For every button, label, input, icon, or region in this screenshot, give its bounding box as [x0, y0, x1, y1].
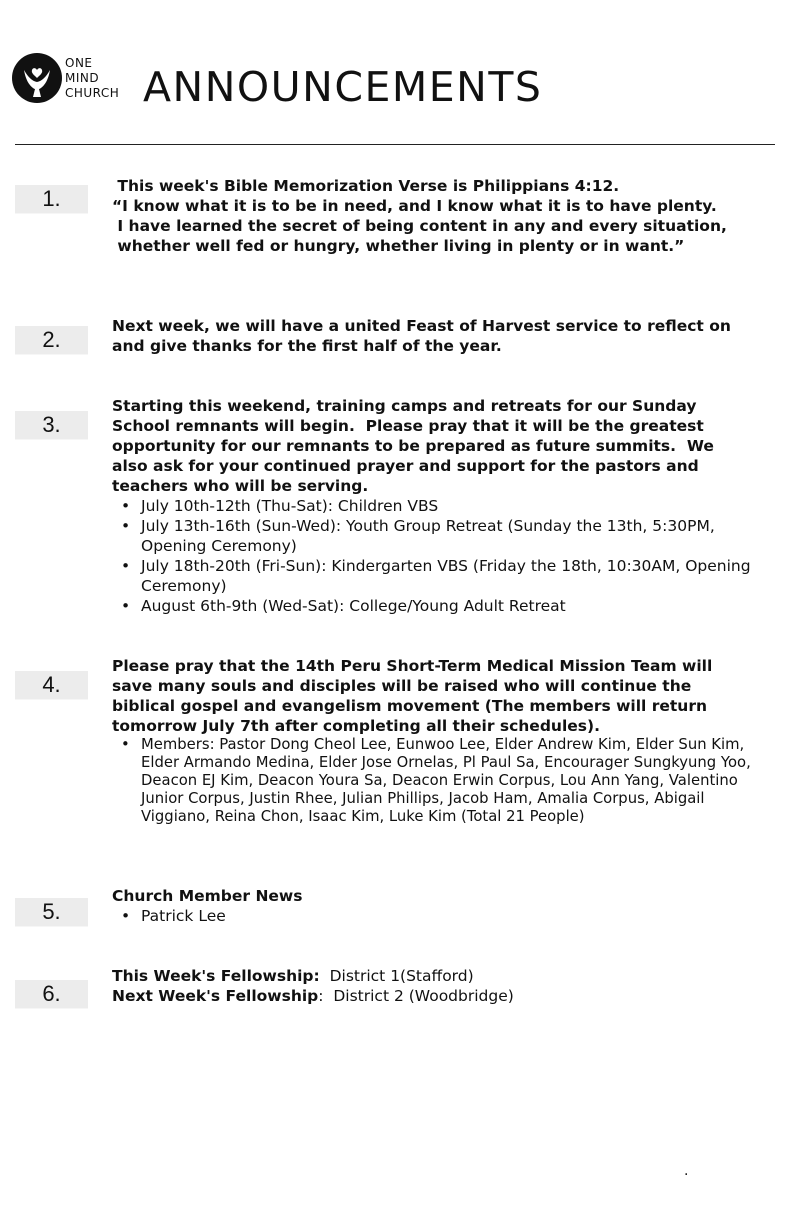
- members-list: [112, 736, 772, 826]
- fellowship-row: [112, 966, 772, 986]
- fellowship-value: District 1(Stafford): [319, 967, 474, 985]
- item-number-4: 4.: [15, 666, 88, 704]
- member-news-list: [112, 906, 772, 926]
- announcement-3: [112, 396, 772, 616]
- item-number-2: 2.: [15, 321, 88, 359]
- announcement-line: This week's Bible Memorization Verse is Philippians 4:12.: [112, 177, 620, 195]
- announcement-line: Next week, we will have a united Feast of Harvest service to reflect on: [112, 317, 731, 335]
- announcement-line: teachers who will be serving.: [112, 477, 369, 495]
- item-number-5: 5.: [15, 893, 88, 931]
- announcement-4: [112, 656, 772, 826]
- announcement-line: “I know what it is to be in need, and I know what it is to have plenty.: [112, 197, 717, 215]
- announcement-line: Please pray that the 14th Peru Short-Term Medical Mission Team will: [112, 657, 713, 675]
- list-item: • July 10th-12th (Thu-Sat): Children VBS: [112, 496, 772, 516]
- announcement-6: [112, 966, 772, 1006]
- logo-line: MIND: [65, 71, 100, 85]
- announcement-5: [112, 886, 772, 926]
- item-number-1: 1.: [15, 180, 88, 218]
- footer-mark: .: [684, 1163, 689, 1179]
- announcement-2: [112, 316, 772, 356]
- item-number-6: 6.: [15, 975, 88, 1013]
- schedule-list: [112, 496, 772, 616]
- announcement-line: I have learned the secret of being content in any and every situation,: [112, 217, 727, 235]
- announcement-line: also ask for your continued prayer and support for the pastors and: [112, 457, 699, 475]
- announcement-line: opportunity for our remnants to be prepared as future summits. We: [112, 437, 714, 455]
- announcement-1: [112, 176, 772, 256]
- page-title: ANNOUNCEMENTS: [143, 63, 543, 111]
- fellowship-label: Next Week's Fellowship: [112, 987, 319, 1005]
- announcement-line: tomorrow July 7th after completing all their schedules).: [112, 717, 600, 735]
- announcement-line: and give thanks for the first half of the year.: [112, 337, 502, 355]
- announcement-line: Starting this weekend, training camps and retreats for our Sunday: [112, 397, 697, 415]
- announcement-line: biblical gospel and evangelism movement (The members will return: [112, 697, 708, 715]
- list-item: • July 18th-20th (Fri-Sun): Kindergarten VBS (Friday the 18th, 10:30AM, Opening Ceremony): [112, 556, 772, 596]
- church-logo-icon: [12, 53, 62, 103]
- header-divider: [15, 144, 775, 145]
- announcement-line: School remnants will begin. Please pray that it will be the greatest: [112, 417, 704, 435]
- fellowship-value: : District 2 (Woodbridge): [318, 987, 514, 1005]
- section-heading: Church Member News: [112, 887, 303, 905]
- announcement-line: save many souls and disciples will be raised who will continue the: [112, 677, 692, 695]
- logo-line: ONE: [65, 56, 93, 70]
- announcement-line: whether well fed or hungry, whether living in plenty or in want.”: [112, 237, 685, 255]
- list-item: • Patrick Lee: [112, 906, 772, 926]
- list-item: • Members: Pastor Dong Cheol Lee, Eunwoo Lee, Elder Andrew Kim, Elder Sun Kim, Elder Armando Medina, Elder Jose Ornelas, Pl Paul Sa, Encourager Sungkyung Yoo, Deacon EJ Kim, Deacon Youra Sa, Deacon Erwin Corpus, Lou Ann Yang, Valentino Junior Corpus, Justin Rhee, Julian Phillips, Jacob Ham, Amalia Corpus, Abigail Viggiano, Reina Chon, Isaac Kim, Luke Kim (Total 21 People): [112, 736, 772, 826]
- list-item: • July 13th-16th (Sun-Wed): Youth Group Retreat (Sunday the 13th, 5:30PM, Opening Ceremony): [112, 516, 772, 556]
- church-logo-wordmark: [65, 56, 119, 101]
- fellowship-row: [112, 986, 772, 1006]
- list-item: • August 6th-9th (Wed-Sat): College/Young Adult Retreat: [112, 596, 772, 616]
- logo-line: CHURCH: [65, 86, 120, 100]
- fellowship-label: This Week's Fellowship:: [112, 967, 320, 985]
- item-number-3: 3.: [15, 406, 88, 444]
